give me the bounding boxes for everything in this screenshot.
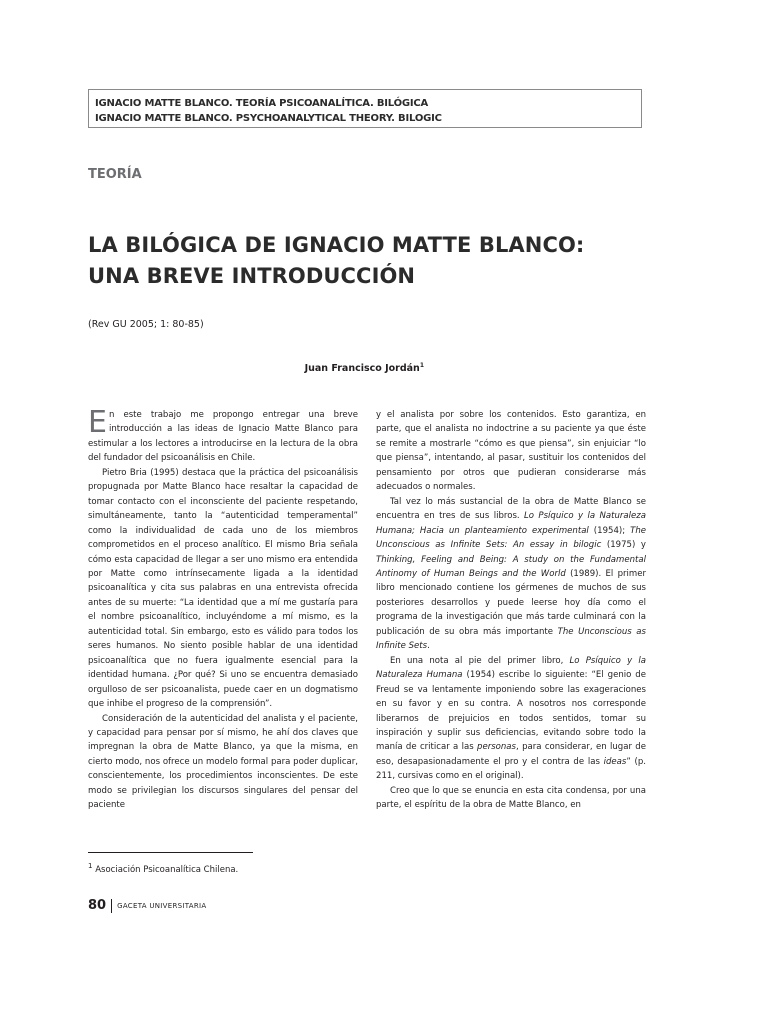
text-run: (1954) escribe lo siguiente: “El genio de Freud se va lentamente imponiendo sobre las exageraciones en su favor y en su contra. A nosotros nos corresponde liberarnos de prejuicios en todos sentidos, tomar su inspiración y suplir sus deficiencias, evitando sobre todo la manía de criticar a las xyxy=(376,670,646,753)
text-run: ” (p. 211, cursivas como en el original). xyxy=(376,756,646,782)
paragraph xyxy=(376,495,646,654)
book-title: Thinking, Feeling and Being: A study on the Fundamental Antinomy of Human Beings and the World xyxy=(376,554,646,579)
paragraph: Creo que lo que se enuncia en esta cita condensa, por una parte, el espíritu de la obra de Matte Blanco, en xyxy=(376,785,646,811)
journal-name: GACETA UNIVERSITARIA xyxy=(117,901,207,910)
footnote-mark: 1 xyxy=(88,861,93,870)
text-run: En una nota al pie del primer libro, xyxy=(390,655,570,666)
paragraph-text: n este trabajo me propongo entregar una breve introducción a las ideas de Ignacio Matte Blanco para estimular a los lectores a introducirse en la lectura de la obra del fundador del psicoanálisis en Chile. xyxy=(88,410,358,464)
text-run: , para considerar, en lugar de eso, desapasionadamente el pro y el contra de las xyxy=(376,742,646,767)
header-spanish-keywords: IGNACIO MATTE BLANCO. TEORÍA PSICOANALÍTICA. BILÓGICA xyxy=(95,98,429,109)
text-run: (1989). El primer libro mencionado contiene los gérmenes de muchos de sus posteriores desarrollos y puede leerse hoy día como el programa de la investigación que más tarde culminará con la publicación de su obra más importante xyxy=(376,568,646,637)
drop-cap: E xyxy=(88,405,107,440)
page-footer xyxy=(88,898,207,913)
right-column xyxy=(376,408,646,813)
page-number: 80 xyxy=(88,898,107,913)
citation-reference: (Rev GU 2005; 1: 80-85) xyxy=(88,319,204,330)
title-line-1: LA BILÓGICA DE IGNACIO MATTE BLANCO: xyxy=(88,233,585,257)
footnote-text: Asociación Psicoanalítica Chilena. xyxy=(92,864,239,875)
footer-divider xyxy=(111,899,112,913)
paragraph: Pietro Bria (1995) destaca que la práctica del psicoanálisis propugnada por Matte Blanco hace resaltar la capacidad de tomar contacto con el inconsciente del paciente respetando, simultáneamente, tanto la “autenticidad temperamental” como la individualidad de cada uno de los miembros comprometidos en el proceso analítico. El mismo Bria señala cómo esta capacidad de llegar a ser uno mismo era entendida por Matte como intrínsecamente ligada a la identidad psicoanalítica y cita sus palabras en una entrevista ofrecida antes de su muerte: “La identidad que a mí me gustaría para el nombre psicoanalítico, incluyéndome a mí mismo, es la autenticidad total. Sin embargo, esto es válido para todos los seres humanos. No siento posible hablar de una identidad psicoanalítica que no fuera igualmente esencial para la identidad humana. ¿Por qué? Si uno se encuentra demasiado orgulloso de ser psicoanalista, puede caer en un dogmatismo que inhibe el progreso de la comprensión”. xyxy=(88,467,358,710)
paragraph: Consideración de la autenticidad del analista y el paciente, y capacidad para pensar por sí mismo, he ahí dos claves que impregnan la obra de Matte Blanco, ya que la misma, en cierto modo, nos ofrece un modelo formal para poder duplicar, conscientemente, los procedimientos inconscientes. De este modo se privilegian los discursos singulares del pensar del paciente xyxy=(88,713,358,811)
book-title: The Unconscious as Infinite Sets: An essay in bilogic xyxy=(376,525,646,551)
left-column xyxy=(88,405,358,813)
author-footnote-mark: 1 xyxy=(419,362,424,369)
paragraph xyxy=(88,405,358,466)
article-title xyxy=(88,230,648,292)
book-title: Lo Psíquico y la Naturaleza Humana; Hacia un planteamiento experimental xyxy=(376,511,646,536)
header-english-keywords: IGNACIO MATTE BLANCO. PSYCHOANALYTICAL THEORY. BILOGIC xyxy=(95,113,442,124)
italic-word: ideas xyxy=(603,756,627,767)
text-run: Tal vez lo más sustancial de la obra de Matte Blanco se encuentra en tres de sus libros. xyxy=(376,496,646,522)
text-run: . xyxy=(427,641,430,652)
article-header-box xyxy=(88,89,642,128)
book-title: The Unconscious as Infinite Sets xyxy=(376,626,646,652)
text-run: (1975) y xyxy=(601,540,646,551)
footnote-rule xyxy=(88,852,253,853)
italic-word: personas xyxy=(477,742,517,753)
paragraph xyxy=(376,654,646,784)
title-line-2: UNA BREVE INTRODUCCIÓN xyxy=(88,264,416,288)
section-label: TEORÍA xyxy=(88,167,142,182)
footnote xyxy=(88,861,238,875)
author-name: Juan Francisco Jordán xyxy=(304,363,420,375)
book-title: Lo Psíquico y la Naturaleza Humana xyxy=(376,655,646,681)
text-run: (1954); xyxy=(588,525,631,536)
paragraph: y el analista por sobre los contenidos. Esto garantiza, en parte, que el analista no indoctrine a su paciente ya que éste se remite a mostrarle “cómo es que piensa”, sin enjuiciar “lo que piensa”, intentando, al pasar, sustituir los contenidos del pensamiento por otros que pudieran considerarse más adecuados o normales. xyxy=(376,410,646,493)
author-line xyxy=(0,362,424,374)
